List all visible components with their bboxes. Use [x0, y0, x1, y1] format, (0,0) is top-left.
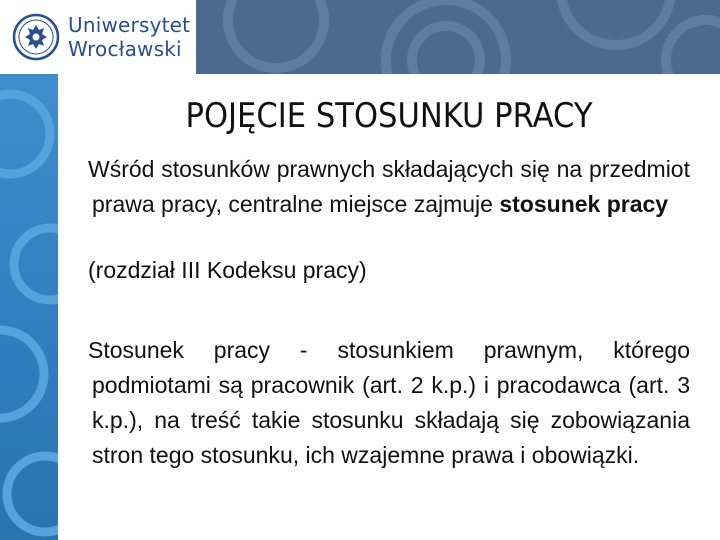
logo-wordmark	[68, 13, 190, 61]
header-decorative-band	[196, 0, 720, 74]
logo-line-2: Wrocławski	[68, 37, 182, 61]
left-band-pattern	[0, 74, 58, 540]
logo-line-1: Uniwersytet	[68, 13, 191, 37]
slide-title: POJĘCIE STOSUNKU PRACY	[185, 96, 593, 136]
paragraph-1-text: Wśród stosunków prawnych składających się na przedmiot prawa pracy, centralne miejsce zajmuje	[88, 156, 690, 217]
paragraph-definition-intro	[88, 152, 690, 222]
left-decorative-band	[0, 74, 58, 540]
university-logo	[0, 0, 196, 74]
university-seal-icon	[12, 13, 60, 61]
paragraph-code-reference: (rozdział III Kodeksu pracy)	[88, 257, 367, 283]
paragraph-1-bold: stosunek pracy	[499, 191, 669, 217]
paragraph-definition: Stosunek pracy - stosunkiem prawnym, którego podmiotami są pracownik (art. 2 k.p.) i pracodawca (art. 3 k.p.), na treść takie stosunku składają się zobowiązania stron tego stosunku, ich wzajemne prawa i obowiązki.	[88, 337, 690, 468]
header-pattern	[196, 0, 720, 74]
